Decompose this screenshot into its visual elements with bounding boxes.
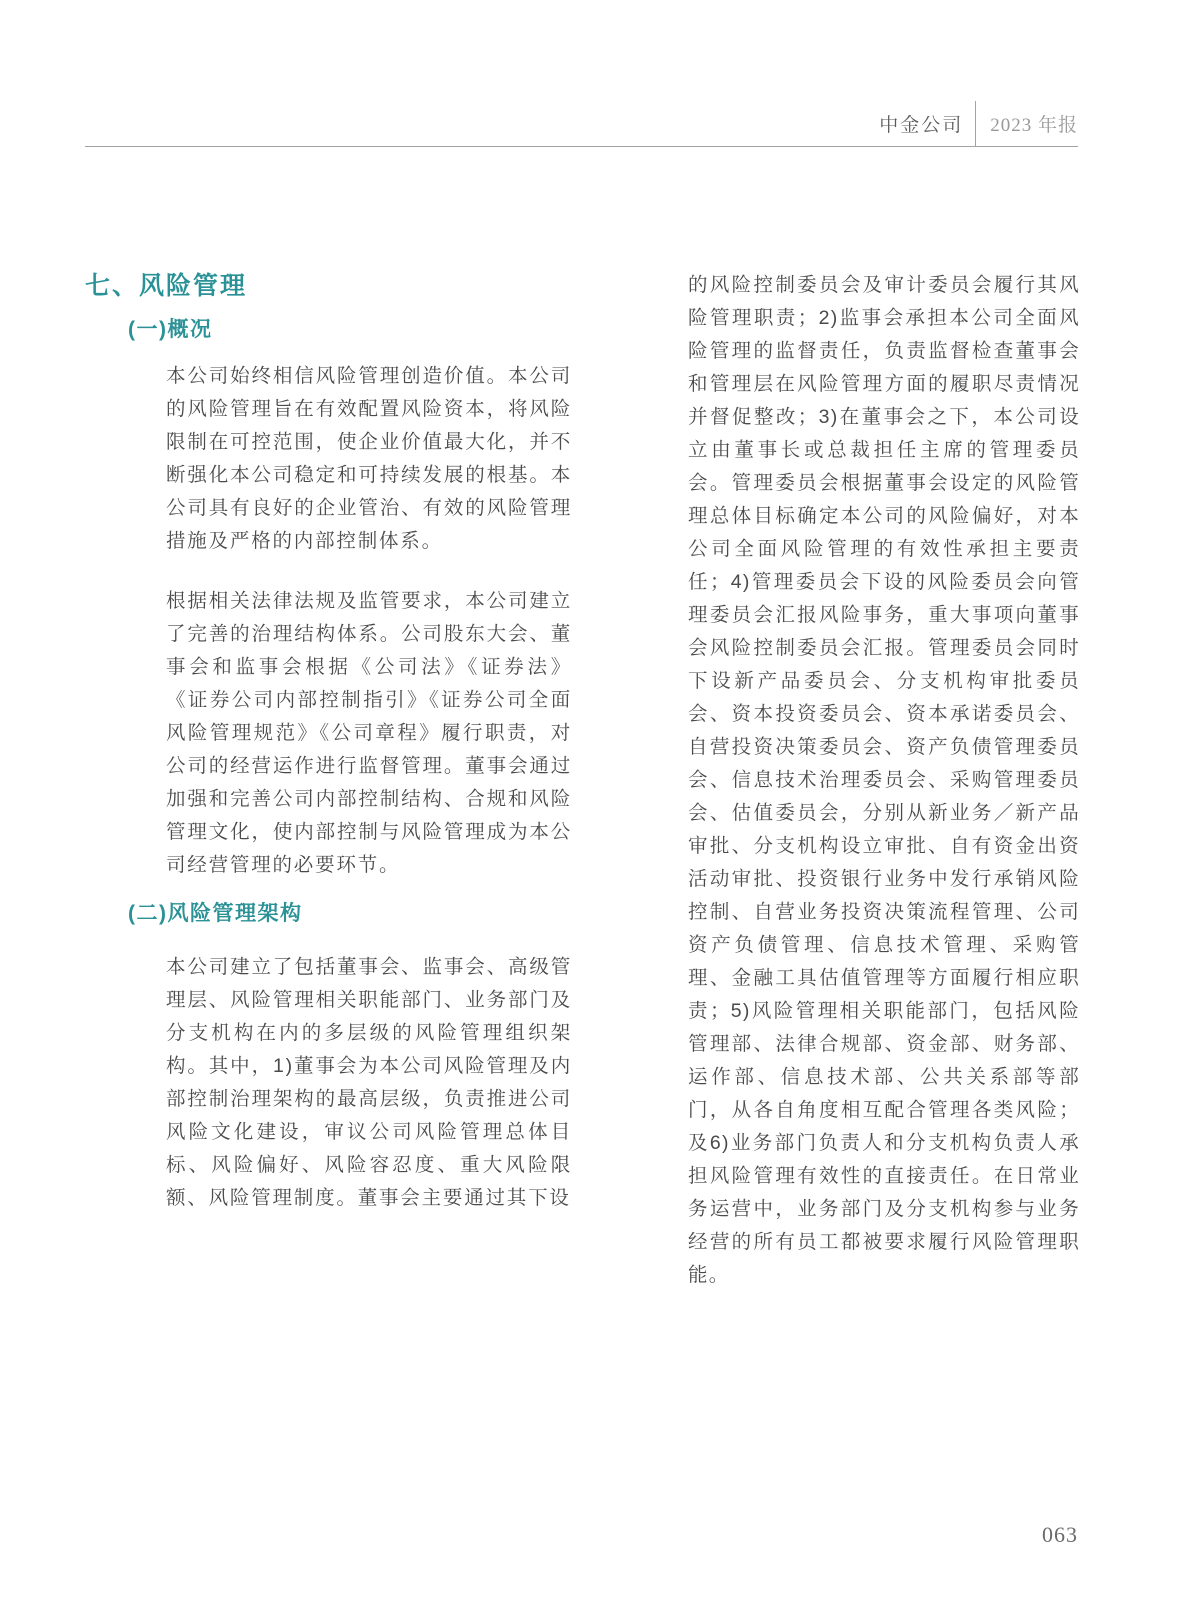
overview-paragraph-1: 本公司始终相信风险管理创造价值。本公司的风险管理旨在有效配置风险资本，将风险限制在可控范围，使企业价值最大化，并不断强化本公司稳定和可持续发展的根基。本公司具有良好的企业管治、有效的风险管理措施及严格的内部控制体系。 (166, 365, 572, 552)
overview-paragraph-2: 根据相关法律法规及监管要求，本公司建立了完善的治理结构体系。公司股东大会、董事会和监事会根据《公司法》《证券法》《证券公司内部控制指引》《证券公司全面风险管理规范》《公司章程》履行职责，对公司的经营运作进行监督管理。董事会通过加强和完善公司内部控制结构、合规和风险管理文化，使内部控制与风险管理成为本公司经营管理的必要环节。 (166, 590, 572, 876)
subsection-overview-title: (一)概况 (128, 318, 213, 341)
subsection-framework-title: (二)风险管理架构 (128, 902, 303, 925)
page-header (879, 101, 1078, 146)
report-edition: 2023 年报 (990, 115, 1078, 136)
page-number: 063 (1042, 1522, 1078, 1547)
header-rule (85, 146, 1078, 147)
company-name: 中金公司 (879, 115, 964, 136)
right-column-text: 的风险控制委员会及审计委员会履行其风险管理职责；2)监事会承担本公司全面风险管理的监督责任，负责监督检查董事会和管理层在风险管理方面的履职尽责情况并督促整改；3)在董事会之下，本公司设立由董事长或总裁担任主席的管理委员会。管理委员会根据董事会设定的风险管理总体目标确定本公司的风险偏好，对本公司全面风险管理的有效性承担主要责任；4)管理委员会下设的风险委员会向管理委员会汇报风险事务，重大事项向董事会风险控制委员会汇报。管理委员会同时下设新产品委员会、分支机构审批委员会、资本投资委员会、资本承诺委员会、自营投资决策委员会、资产负债管理委员会、信息技术治理委员会、采购管理委员会、估值委员会，分别从新业务／新产品审批、分支机构设立审批、自有资金出资活动审批、投资银行业务中发行承销风险控制、自营业务投资决策流程管理、公司资产负债管理、信息技术管理、采购管理、金融工具估值管理等方面履行相应职责；5)风险管理相关职能部门，包括风险管理部、法律合规部、资金部、财务部、运作部、信息技术部、公共关系部等部门，从各自角度相互配合管理各类风险；及6)业务部门负责人和分支机构负责人承担风险管理有效性的直接责任。在日常业务运营中，业务部门及分支机构参与业务经营的所有员工都被要求履行风险管理职能。 (688, 274, 1080, 1286)
section-title: 七、风险管理 (85, 272, 248, 300)
framework-paragraph: 本公司建立了包括董事会、监事会、高级管理层、风险管理相关职能部门、业务部门及分支机构在内的多层级的风险管理组织架构。其中，1)董事会为本公司风险管理及内部控制治理架构的最高层级，负责推进公司风险文化建设，审议公司风险管理总体目标、风险偏好、风险容忍度、重大风险限额、风险管理制度。董事会主要通过其下设 (166, 956, 572, 1209)
